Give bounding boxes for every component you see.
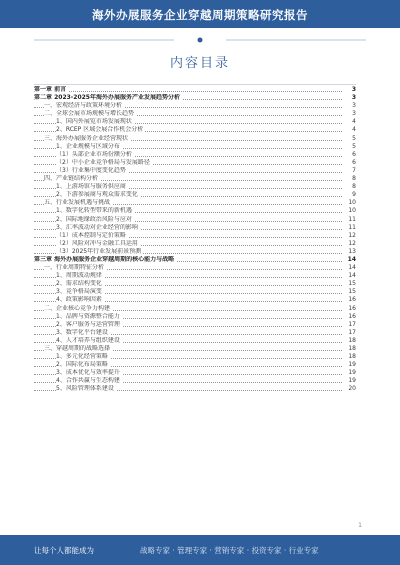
toc-entry-page: 18 — [344, 353, 356, 361]
toc-entry[interactable] — [34, 256, 356, 264]
toc-entry[interactable] — [34, 361, 356, 369]
report-title: 海外办展服务企业穿越周期策略研究报告 — [92, 8, 308, 22]
toc-entry-page: 14 — [344, 264, 356, 272]
toc-entry-title: 2、客户服务与运营管理 — [56, 320, 120, 328]
toc-entry-page: 4 — [344, 126, 356, 134]
toc-entry-title: 3、成本优化与效率提升 — [56, 369, 120, 377]
toc-entry[interactable] — [34, 337, 356, 345]
header-band — [0, 0, 400, 28]
toc-entry[interactable] — [34, 369, 356, 377]
toc-entry-page: 6 — [344, 151, 356, 159]
toc-entry-title: 1、企业规模与区域分布 — [56, 142, 120, 150]
toc-entry-page: 19 — [344, 369, 356, 377]
toc-entry-page: 19 — [344, 361, 356, 369]
toc-entry-page: 15 — [344, 288, 356, 296]
toc-entry-title: 1、上游场馆与服务供应商 — [56, 183, 126, 191]
toc-entry[interactable] — [34, 288, 356, 296]
toc-entry-page: 17 — [344, 329, 356, 337]
toc-entry-title: 1、品牌与资源整合能力 — [56, 312, 120, 320]
toc-entry[interactable] — [34, 102, 356, 110]
toc-entry[interactable] — [34, 224, 356, 232]
toc-entry[interactable] — [34, 167, 356, 175]
toc-entry-title: 2、RCEP 区域会展合作机会分析 — [56, 126, 144, 134]
toc-entry-page: 3 — [344, 94, 356, 102]
toc-entry[interactable] — [34, 353, 356, 361]
toc-entry-title: 三、穿越周期的战略选择 — [44, 345, 111, 352]
toc-divider — [34, 84, 356, 85]
toc-entry-page: 10 — [344, 207, 356, 215]
toc-entry-page: 20 — [344, 385, 356, 393]
toc-entry[interactable] — [34, 296, 356, 304]
toc-entry-page: 11 — [344, 224, 356, 232]
toc-entry-page: 3 — [344, 110, 356, 118]
toc-entry-title: 2、下游参展商与观众需求变化 — [56, 191, 138, 199]
toc-entry-title: 4、人才培养与组织建设 — [56, 336, 120, 344]
toc-entry-title: （1）头部企业市场份额分析 — [56, 150, 132, 158]
toc-entry[interactable] — [34, 159, 356, 167]
toc-entry-title: 第二章 2023-2025年海外办展服务产业发展趋势分析 — [34, 94, 180, 102]
toc-entry-title: 一、行业周期特征分析 — [44, 264, 105, 272]
toc-entry-title: 5、风险管理体系建设 — [56, 385, 114, 393]
toc-entry[interactable] — [34, 151, 356, 159]
footer-slogan: 让每个人都能成为 — [34, 546, 94, 555]
toc-entry-page: 12 — [344, 240, 356, 248]
toc-entry-title: 3、数字化平台建设 — [56, 328, 108, 336]
toc-entry-title: 三、海外办展服务企业经营现状 — [44, 134, 129, 142]
toc-entry[interactable] — [34, 110, 356, 118]
footer-band — [0, 535, 400, 565]
toc-entry-page: 18 — [344, 345, 356, 353]
toc-entry-page: 5 — [344, 143, 356, 151]
toc-entry[interactable] — [34, 86, 356, 94]
toc-entry[interactable] — [34, 305, 356, 313]
toc-entry-page: 13 — [344, 248, 356, 256]
toc-entry-title: 五、行业发展机遇与挑战 — [44, 199, 111, 207]
toc-entry-page: 8 — [344, 175, 356, 183]
toc-entry-title: 二、全球会展市场规模与增长趋势 — [44, 110, 135, 118]
toc-entry-page: 16 — [344, 296, 356, 304]
toc-entry[interactable] — [34, 183, 356, 191]
toc-entry-title: 四、产业链结构分析 — [44, 175, 99, 183]
toc-entry[interactable] — [34, 329, 356, 337]
toc-entry[interactable] — [34, 216, 356, 224]
toc-entry[interactable] — [34, 313, 356, 321]
toc-entry[interactable] — [34, 207, 356, 215]
toc-entry-page: 15 — [344, 280, 356, 288]
toc-entry-title: （3）行业集中度变化趋势 — [56, 166, 126, 174]
toc-entry[interactable] — [34, 345, 356, 353]
toc-entry-title: 4、合作共赢与生态构建 — [56, 377, 120, 385]
toc-entry-page: 18 — [344, 337, 356, 345]
toc-entry-page: 12 — [344, 232, 356, 240]
toc-entry[interactable] — [34, 280, 356, 288]
toc-entry-title: 4、政策影响因素 — [56, 296, 102, 304]
page-number: 1 — [358, 522, 362, 529]
toc-entry[interactable] — [34, 135, 356, 143]
toc-entry-page: 16 — [344, 305, 356, 313]
toc-entry-title: 1、多元化经营策略 — [56, 353, 108, 361]
toc-entry[interactable] — [34, 385, 356, 393]
toc-entry-page: 4 — [344, 118, 356, 126]
toc-entry-title: （1）成本控制与定价策略 — [56, 231, 126, 239]
toc-entry-page: 11 — [344, 216, 356, 224]
toc-entry[interactable] — [34, 191, 356, 199]
toc-entry-page: 10 — [344, 199, 356, 207]
toc-entry-title: 一、宏观经济与政策环境分析 — [44, 102, 123, 110]
toc-entry-title: 3、汇率波动对企业经营的影响 — [56, 223, 138, 231]
toc-entry[interactable] — [34, 264, 356, 272]
toc-entry-page: 8 — [344, 183, 356, 191]
toc-entry[interactable] — [34, 232, 356, 240]
footer-expert-list: 战略专家 · 管理专家 · 营销专家 · 投资专家 · 行业专家 — [140, 546, 319, 555]
toc-entry-title: （2）风险对冲与金融工具运用 — [56, 239, 138, 247]
toc-entry-title: （2）中小企业竞争格局与发展路径 — [56, 158, 150, 166]
toc-entry-title: 第一章 前言 — [34, 86, 67, 93]
toc-entry-title: 1、国内外展览市场发展现状 — [56, 118, 132, 126]
toc-entry-title: 1、周期波动规律 — [56, 272, 102, 280]
decorative-divider — [34, 36, 366, 44]
table-of-contents — [34, 86, 356, 394]
toc-entry[interactable] — [34, 377, 356, 385]
toc-entry-title: 二、企业核心竞争力构建 — [44, 304, 111, 312]
toc-entry-page: 7 — [344, 167, 356, 175]
toc-entry[interactable] — [34, 272, 356, 280]
toc-entry-page: 16 — [344, 313, 356, 321]
toc-entry-title: 3、竞争格局演变 — [56, 288, 102, 296]
toc-entry-title: 2、需求结构变化 — [56, 280, 102, 288]
toc-entry[interactable] — [34, 321, 356, 329]
toc-entry-title: 1、数字化转型带来的新机遇 — [56, 207, 132, 215]
toc-leader-dots — [34, 91, 342, 92]
toc-entry-page: 5 — [344, 135, 356, 143]
toc-entry-page: 3 — [344, 86, 356, 94]
toc-entry[interactable] — [34, 94, 356, 102]
toc-entry[interactable] — [34, 240, 356, 248]
toc-entry-page: 3 — [344, 102, 356, 110]
toc-entry[interactable] — [34, 126, 356, 134]
toc-entry-page: 14 — [344, 272, 356, 280]
toc-entry[interactable] — [34, 199, 356, 207]
toc-entry-page: 17 — [344, 321, 356, 329]
toc-entry-page: 9 — [344, 191, 356, 199]
toc-heading: 内容目录 — [169, 56, 230, 71]
toc-entry[interactable] — [34, 118, 356, 126]
toc-entry-title: 2、国际地缘政治风险与应对 — [56, 215, 132, 223]
toc-entry-title: 2、国际化布局策略 — [56, 361, 108, 369]
toc-entry[interactable] — [34, 175, 356, 183]
toc-entry-page: 6 — [344, 159, 356, 167]
toc-entry-page: 14 — [344, 256, 356, 264]
toc-entry-title: 第三章 海外办展服务企业穿越周期的核心能力与战略 — [34, 255, 175, 263]
toc-entry[interactable] — [34, 248, 356, 256]
toc-entry[interactable] — [34, 143, 356, 151]
toc-entry-title: （3）2025年行业发展前景预测 — [56, 247, 142, 255]
toc-entry-page: 19 — [344, 377, 356, 385]
